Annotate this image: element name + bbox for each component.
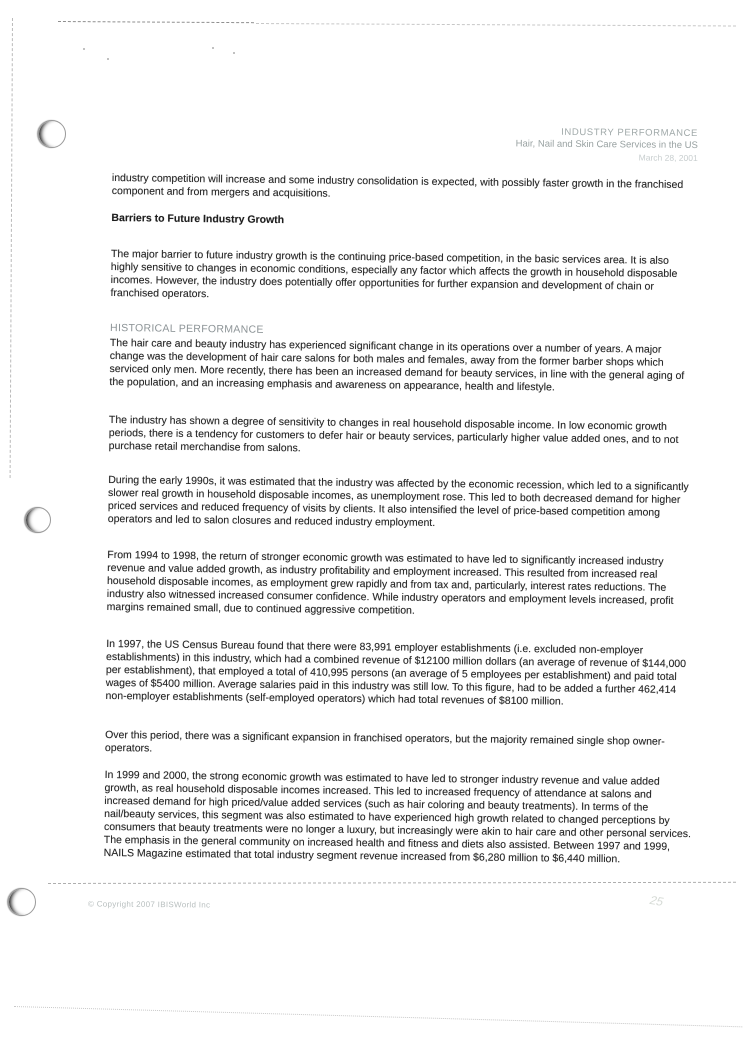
- punch-hole: [25, 507, 51, 533]
- document-header: [368, 125, 698, 164]
- section-heading-historical: HISTORICAL PERFORMANCE: [110, 321, 264, 336]
- body-paragraph: In 1999 and 2000, the strong economic growth was estimated to have led to stronger industry revenue and value added growth, as real household disposable incomes increased. This led to increased frequency of attendance at salons and increased demand for high priced/value added services (such as hair coloring and beauty treatments). In terms of the nail/beauty services, this segment was also estimated to have experienced high growth related to changed perceptions by consumers that beauty treatments were no longer a luxury, but increasingly were akin to hair care and other personal services. The emphasis in the general community on increased health and fitness and diets also assisted. Between 1997 and 1999, NAILS Magazine estimated that total industry segment revenue increased from $6,280 million to $6,440 million.: [103, 768, 691, 866]
- scan-speck: [83, 48, 85, 50]
- scan-artifact-line-top: [256, 23, 736, 27]
- report-series-label: INDUSTRY PERFORMANCE: [561, 126, 698, 139]
- scan-artifact-line-top: [58, 21, 254, 23]
- report-date: March 28, 2001: [638, 152, 698, 163]
- body-paragraph: Over this period, there was a significant expansion in franchised operators, but the majority remained single shop owner-operators.: [104, 728, 665, 755]
- page-number: 25: [647, 893, 666, 909]
- body-paragraph: industry competition will increase and some industry consolidation is expected, with possibly faster growth in the franchised component and from mergers and acquisitions.: [111, 172, 684, 200]
- scan-edge-line-left: [10, 18, 13, 478]
- scan-speck: [107, 58, 109, 60]
- body-paragraph: In 1997, the US Census Bureau found that there were 83,991 employer establishments (i.e. excluded non-employer establishments) in this industry, which had a combined revenue of $12100 million dollars (an average of revenue of $144,000 per establishment), that employed a total of 410,995 persons (an average of 5 employees per establishment) and paid total wages of $5400 million. Average salaries paid in this industry was still low. To this figure, had to be added a further 462,414 non-employer establishments (self-employed operators) which had total revenues of $8100 million.: [105, 637, 687, 708]
- body-paragraph: From 1994 to 1998, the return of stronger economic growth was estimated to have led to significantly increased industry revenue and value added growth, as industry profitability and employment increased. This resulted from increased real household disposable incomes, as employment grew rapidly and from tax and, particularly, interest rates reductions. The industry also witnessed increased consumer confidence. While industry operators and employment levels increased, profit margins remained small, due to continued aggressive competition.: [106, 548, 674, 617]
- scan-speck: [212, 47, 214, 49]
- scan-artifact-line-footer: [48, 882, 736, 884]
- body-paragraph: The major barrier to future industry growth is the continuing price-based competition, in the basic services area. It is also highly sensitive to changes in economic conditions, especially any factor which affects the growth in household disposable incomes. However, the industry does potentially offer opportunities for further expansion and development of chain or franchised operators.: [110, 247, 678, 301]
- scan-speck: [233, 52, 235, 54]
- body-paragraph: The hair care and beauty industry has experienced significant change in its operations over a number of years. A major change was the development of hair care salons for both males and females, away from the former barber shops which serviced only men. More recently, there has been an increased demand for beauty services, in line with the general aging of the population, and an increasing emphasis and awareness on appearance, health and lifestyle.: [109, 336, 685, 394]
- scan-edge-line-bottom: [14, 1006, 743, 1027]
- section-heading-barriers: Barriers to Future Industry Growth: [111, 211, 285, 227]
- report-title: Hair, Nail and Skin Care Services in the US: [515, 138, 698, 151]
- copyright-notice: © Copyright 2007 IBISWorld Inc: [87, 899, 211, 910]
- punch-hole: [38, 120, 66, 148]
- body-paragraph: During the early 1990s, it was estimated that the industry was affected by the economic recession, which led to a significantly slower real growth in household disposable incomes, as unemployment rose. This led to both decreased demand for higher priced services and reduced frequency of visits by clients. It also intensified the level of price-based competition among operators and led to salon closures and reduced industry employment.: [107, 473, 689, 529]
- body-paragraph: The industry has shown a degree of sensitivity to changes in real household disposable income. In low economic growth periods, there is a tendency for customers to defer hair or beauty services, particularly higher value added ones, and to not purchase retail merchandise from salons.: [108, 413, 679, 455]
- punch-hole: [8, 888, 36, 916]
- document-body: [103, 172, 700, 866]
